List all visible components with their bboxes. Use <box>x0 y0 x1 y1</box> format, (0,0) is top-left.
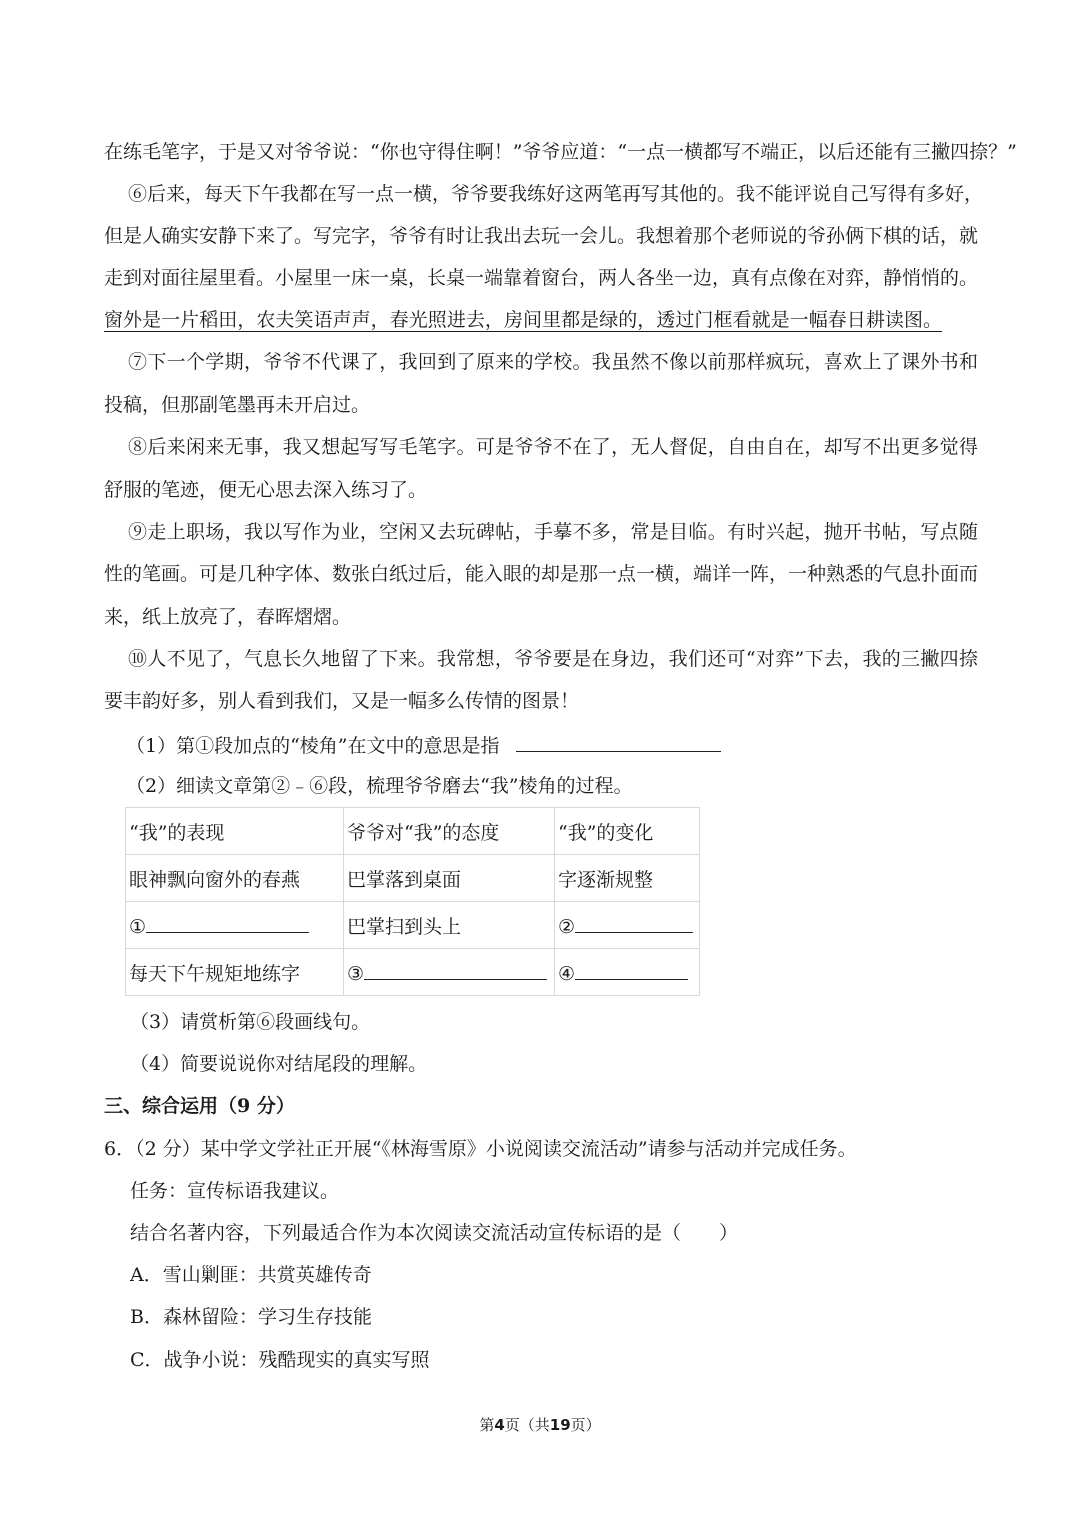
answer-blank[interactable] <box>575 959 688 980</box>
blank-label: ② <box>558 916 576 938</box>
section-title: 三、综合运用（9 分） <box>104 1095 295 1117</box>
table-cell: 字逐渐规整 <box>555 855 700 902</box>
answer-blank[interactable] <box>364 959 547 980</box>
passage-line: 在练毛笔字，于是又对爷爷说：“你也守得住啊！”爷爷应道：“一点一横都写不端正，以后还能有三撇四捺？” <box>104 141 1017 163</box>
table-cell <box>555 902 700 949</box>
table-header-cell: “我”的变化 <box>555 808 700 855</box>
blank-label: ③ <box>347 963 365 985</box>
question-1-text: （1）第①段加点的“棱角”在文中的意思是指 <box>126 735 500 757</box>
passage-paragraph-8-line: 舒服的笔迹，便无心思去深入练习了。 <box>104 479 428 501</box>
footer-prefix: 第 <box>479 1416 495 1434</box>
table-cell: 眼神飘向窗外的春燕 <box>126 855 344 902</box>
blank-label: ④ <box>558 963 576 985</box>
process-table <box>125 807 700 996</box>
table-cell <box>555 949 700 996</box>
task-text: 任务：宣传标语我建议。 <box>130 1180 340 1202</box>
page-footer <box>0 1414 1080 1435</box>
footer-middle: 页（共 <box>504 1416 550 1434</box>
blank-label: ① <box>129 916 147 938</box>
footer-suffix: 页） <box>570 1416 601 1434</box>
page-total: 19 <box>549 1416 571 1434</box>
underlined-sentence-text: 窗外是一片稻田，农夫笑语声声，春光照进去，房间里都是绿的，透过门框看就是一幅春日耕读图。 <box>104 309 942 331</box>
answer-blank[interactable] <box>146 912 309 933</box>
passage-paragraph-6-line: ⑥后来，每天下午我都在写一点一横，爷爷要我练好这两笔再写其他的。我不能评说自己写得有多好， <box>128 183 984 205</box>
passage-paragraph-7-line: 投稿，但那副笔墨再未开启过。 <box>104 394 371 416</box>
passage-paragraph-10-line: ⑩人不见了，气息长久地留了下来。我常想，爷爷要是在身边，我们还可“对弈”下去，我的三撇四捺 <box>128 648 978 670</box>
answer-blank[interactable] <box>516 731 721 752</box>
table-row <box>126 855 700 902</box>
page-number: 4 <box>494 1416 505 1434</box>
question-3-text: （3）请赏析第⑥段画线句。 <box>130 1011 371 1033</box>
table-cell: 巴掌落到桌面 <box>344 855 555 902</box>
table-header-cell: “我”的表现 <box>126 808 344 855</box>
passage-paragraph-7-line: ⑦下一个学期，爷爷不代课了，我回到了原来的学校。我虽然不像以前那样疯玩，喜欢上了课外书和 <box>128 351 978 373</box>
underlined-sentence <box>104 307 942 333</box>
question-1 <box>126 731 721 759</box>
table-row <box>126 902 700 949</box>
choice-prompt: 结合名著内容，下列最适合作为本次阅读交流活动宣传标语的是（ ） <box>130 1222 739 1244</box>
answer-blank[interactable] <box>575 912 693 933</box>
table-cell: 每天下午规矩地练字 <box>126 949 344 996</box>
table-header-cell: 爷爷对“我”的态度 <box>344 808 555 855</box>
table-cell <box>126 902 344 949</box>
question-4-text: （4）简要说说你对结尾段的理解。 <box>130 1053 428 1075</box>
option-b[interactable]: B．森林留险：学习生存技能 <box>130 1306 372 1328</box>
table-cell: 巴掌扫到头上 <box>344 902 555 949</box>
passage-paragraph-8-line: ⑧后来闲来无事，我又想起写写毛笔字。可是爷爷不在了，无人督促，自由自在，却写不出更多觉得 <box>128 436 978 458</box>
question-2-text: （2）细读文章第②﹣⑥段，梳理爷爷磨去“我”棱角的过程。 <box>126 775 633 797</box>
question-6-text: 6．（2 分）某中学文学社正开展“《林海雪原》小说阅读交流活动”请参与活动并完成任务。 <box>104 1138 857 1160</box>
passage-paragraph-9-line: ⑨走上职场，我以写作为业，空闲又去玩碑帖，手摹不多，常是目临。有时兴起，抛开书帖，写点随 <box>128 521 978 543</box>
passage-paragraph-9-line: 来，纸上放亮了，春晖熠熠。 <box>104 606 352 628</box>
table-row <box>126 949 700 996</box>
option-c[interactable]: C．战争小说：残酷现实的真实写照 <box>130 1349 430 1371</box>
table-header-row <box>126 808 700 855</box>
passage-paragraph-9-line: 性的笔画。可是几种字体、数张白纸过后，能入眼的却是那一点一横，端详一阵，一种熟悉的气息扑面而 <box>104 563 979 585</box>
table-cell <box>344 949 555 996</box>
passage-paragraph-10-line: 要丰韵好多，别人看到我们，又是一幅多么传情的图景！ <box>104 690 580 712</box>
option-a[interactable]: A．雪山剿匪：共赏英雄传奇 <box>130 1264 372 1286</box>
passage-paragraph-6-line: 走到对面往屋里看。小屋里一床一桌，长桌一端靠着窗台，两人各坐一边，真有点像在对弈，静悄悄的。 <box>104 267 979 289</box>
passage-paragraph-6-line: 但是人确实安静下来了。写完字，爷爷有时让我出去玩一会儿。我想着那个老师说的爷孙俩下棋的话，就 <box>104 225 979 247</box>
